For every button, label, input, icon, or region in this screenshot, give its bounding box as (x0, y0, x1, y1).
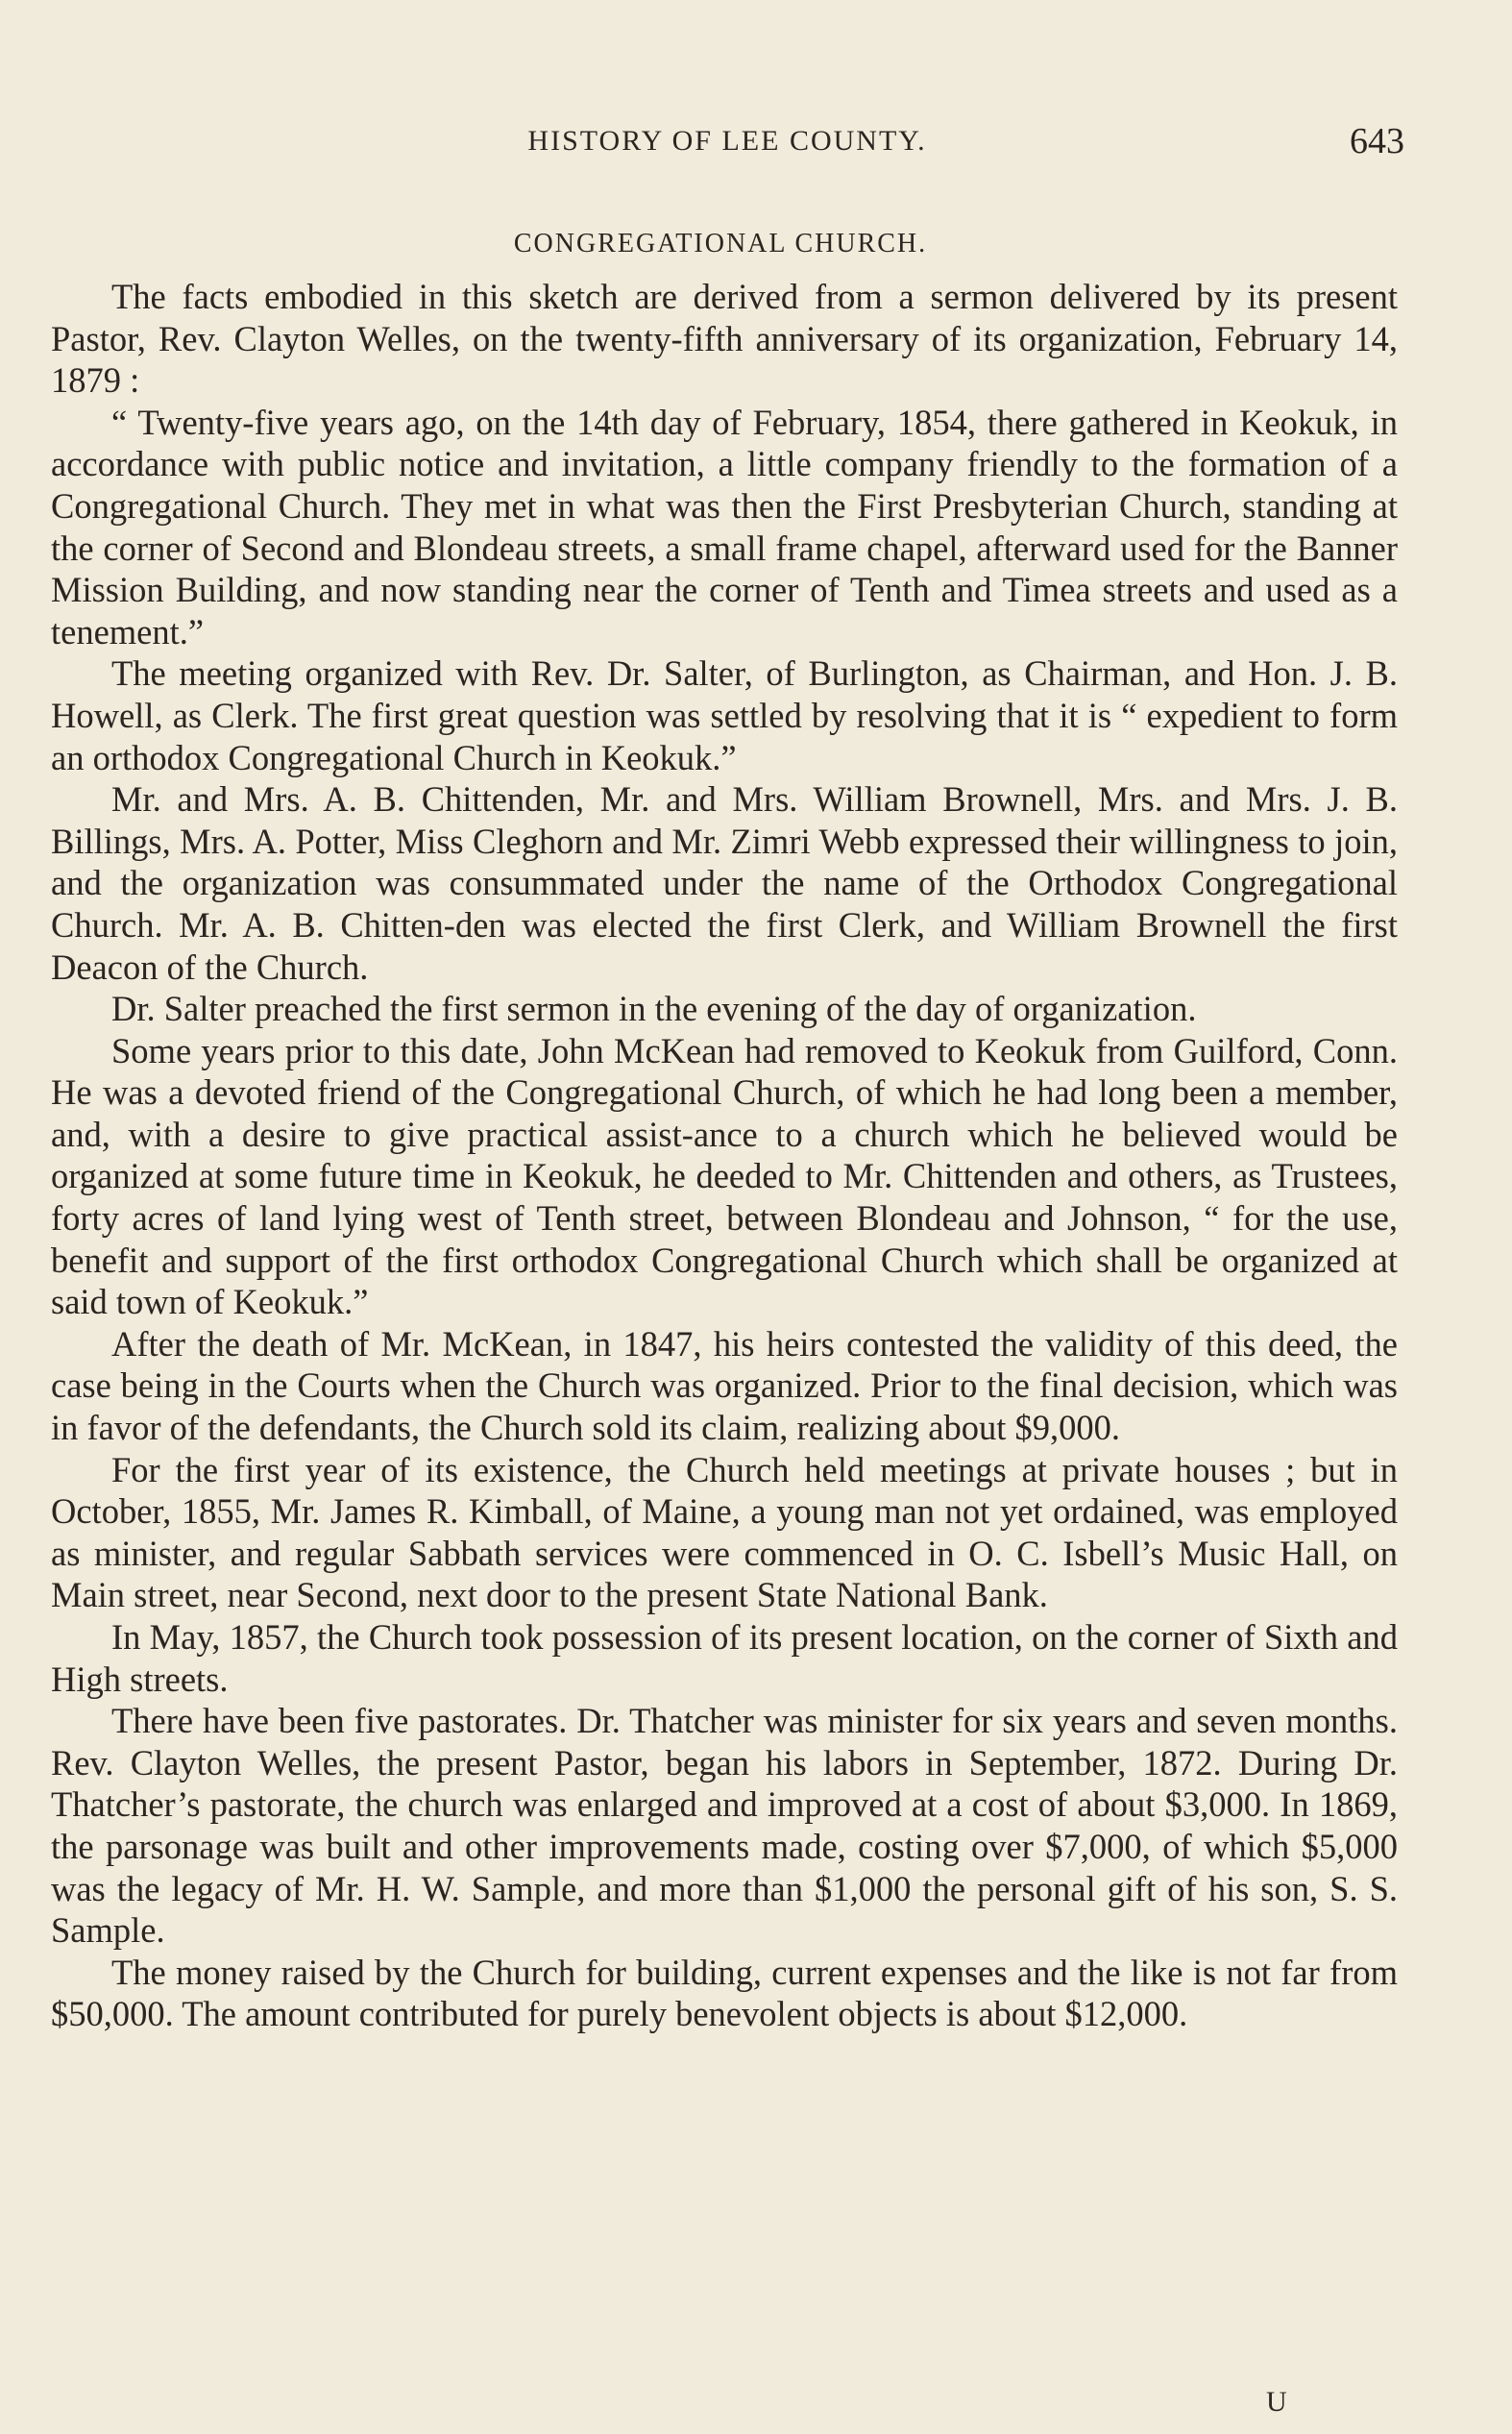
running-title: HISTORY OF LEE COUNTY. (527, 125, 927, 157)
paragraph: Mr. and Mrs. A. B. Chittenden, Mr. and Mrs. William Brownell, Mrs. and Mrs. J. B. Billings, Mrs. A. Potter, Miss Cleghorn and Mr. Zimri Webb expressed their willingness to join, and the organization was consummated under the name of the Orthodox Congregational Church. Mr. A. B. Chitten-den was elected the first Clerk, and William Brownell the first Deacon of the Church. (51, 779, 1398, 987)
paragraph: The money raised by the Church for building, current expenses and the like is not far from $50,000. The amount contributed for purely benevolent objects is about $12,000. (51, 1952, 1398, 2034)
paragraph: There have been five pastorates. Dr. Thatcher was minister for six years and seven months. Rev. Clayton Welles, the present Pastor, began his labors in September, 1872. During Dr. Thatcher’s pastorate, the church was enlarged and improved at a cost of about $3,000. In 1869, the parsonage was built and other improvements made, costing over $7,000, of which $5,000 was the legacy of Mr. H. W. Sample, and more than $1,000 the personal gift of his son, S. S. Sample. (51, 1701, 1398, 1951)
running-header (50, 119, 1404, 163)
paragraph: After the death of Mr. McKean, in 1847, his heirs contested the validity of this deed, the case being in the Courts when the Church was organized. Prior to the final decision, which was in favor of the defendants, the Church sold its claim, realizing about $9,000. (51, 1323, 1398, 1448)
section-title: CONGREGATIONAL CHURCH. (513, 229, 928, 258)
page-number: 643 (1350, 121, 1404, 161)
paragraph: “ Twenty-five years ago, on the 14th day of February, 1854, there gathered in Keokuk, in accordance with public notice and invitation, a little company friendly to the formation of a Congregational Church. They met in what was then the First Presbyterian Church, standing at the corner of Second and Blondeau streets, a small frame chapel, afterward used for the Banner Mission Building, and now standing near the corner of Tenth and Timea streets and used as a tenement.” (51, 402, 1398, 652)
paragraph: The facts embodied in this sketch are derived from a sermon delivered by its present Pastor, Rev. Clayton Welles, on the twenty-fifth anniversary of its organization, February 14, 1879 : (51, 277, 1398, 401)
signature-mark: U (1266, 2386, 1287, 2418)
body-text (51, 276, 1398, 2035)
paragraph: Dr. Salter preached the first sermon in the evening of the day of organization. (111, 989, 1197, 1029)
paragraph: In May, 1857, the Church took possession of its present location, on the corner of Sixth and High streets. (51, 1617, 1398, 1699)
paragraph: The meeting organized with Rev. Dr. Salter, of Burlington, as Chairman, and Hon. J. B. Howell, as Clerk. The first great question was settled by resolving that it is “ expedient to form an orthodox Congregational Church in Keokuk.” (51, 653, 1398, 777)
paragraph: Some years prior to this date, John McKean had removed to Keokuk from Guilford, Conn. He was a devoted friend of the Congregational Church, of which he had long been a member, and, with a desire to give practical assist-ance to a church which he believed would be organized at some future time in Keokuk, he deeded to Mr. Chittenden and others, as Trustees, forty acres of land lying west of Tenth street, between Blondeau and Johnson, “ for the use, benefit and support of the first orthodox Congregational Church which shall be organized at said town of Keokuk.” (51, 1030, 1398, 1322)
paragraph: For the first year of its existence, the Church held meetings at private houses ; but in October, 1855, Mr. James R. Kimball, of Maine, a young man not yet ordained, was employed as minister, and regular Sabbath services were commenced in O. C. Isbell’s Music Hall, on Main street, near Second, next door to the present State National Bank. (51, 1449, 1398, 1615)
